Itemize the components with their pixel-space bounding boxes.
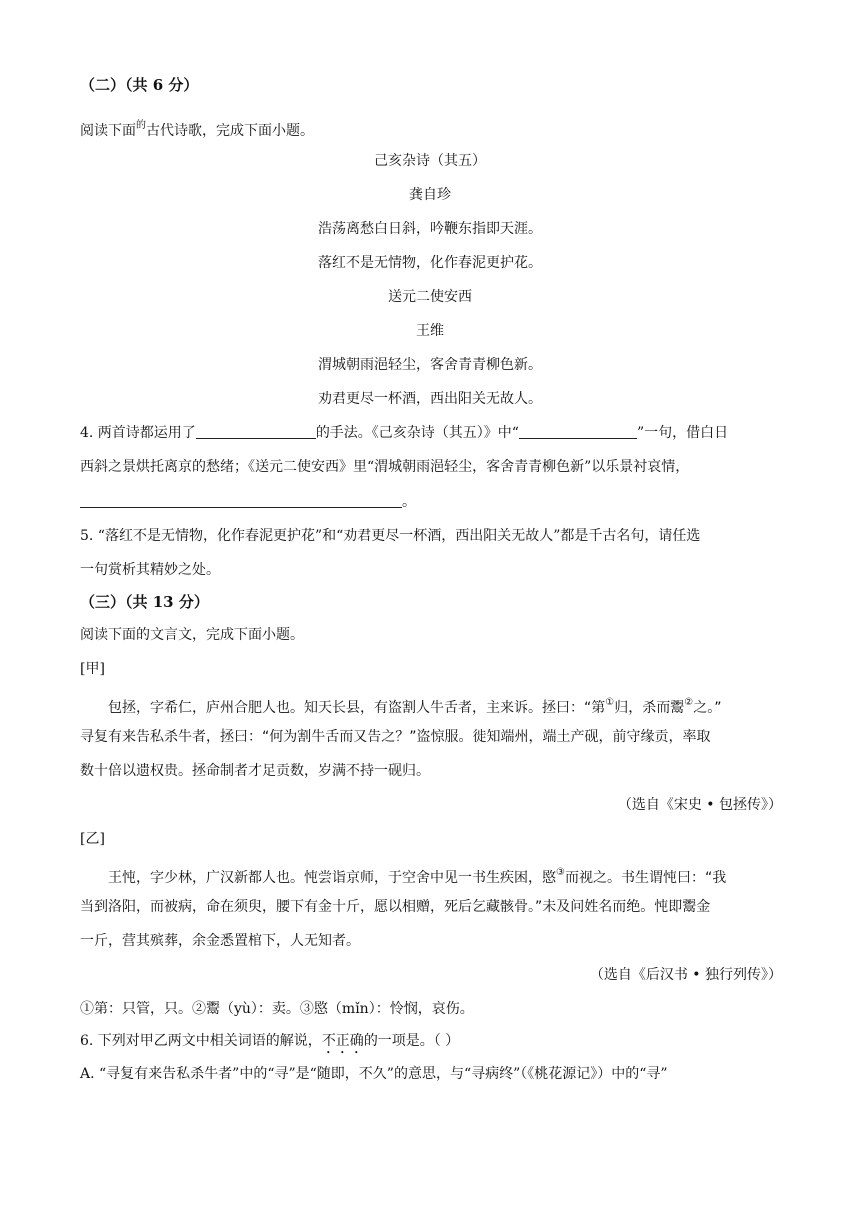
- q4-part2: 的手法。《己亥杂诗（其五）》中“: [315, 425, 519, 441]
- yi-l1b: 而视之。书生谓忳曰：“我: [564, 870, 727, 886]
- jia-l1c: 之。”: [693, 700, 722, 716]
- poem2-title: 送元二使安西: [388, 289, 472, 305]
- passage-jia-label: [甲]: [80, 661, 105, 677]
- section-3-intro: 阅读下面的文言文，完成下面小题。: [80, 627, 304, 643]
- section-3-heading: （三）（共 13 分）: [80, 593, 209, 611]
- poem1-line1: 浩荡离愁白日斜，吟鞭东指即天涯。: [318, 221, 542, 237]
- question-4-line2: 西斜之景烘托离京的愁绪；《送元二使安西》里“渭城朝雨浥轻尘，客舍青青柳色新”以乐景衬哀情，: [80, 459, 690, 475]
- question-5-line2: 一句赏析其精妙之处。: [80, 562, 220, 578]
- q4-part1: 4. 两首诗都运用了: [80, 425, 196, 441]
- q4-blank-3[interactable]: [80, 493, 402, 508]
- passage-jia-source: （选自《宋史 • 包拯传》）: [617, 797, 782, 813]
- passage-yi-line2: 当到洛阳，而被病，命在须臾，腰下有金十斤，愿以相赠，死后乞藏骸骨。”未及问姓名而绝。忳即鬻金: [80, 899, 711, 915]
- question-4-line1: [80, 423, 728, 443]
- poem2-author: 王维: [416, 323, 444, 339]
- section-2-heading: （二）（共 6 分）: [80, 76, 199, 94]
- note-marker-2: ②: [684, 697, 694, 708]
- passage-yi-line3: 一斤，营其殡葬，余金悉置棺下，人无知者。: [80, 933, 360, 949]
- q4-part3: ”一句，借白日: [636, 425, 729, 441]
- intro-text-a: 阅读下面: [80, 123, 136, 139]
- intro-text-b: 古代诗歌，完成下面小题。: [146, 123, 314, 139]
- note-marker-3: ③: [556, 867, 565, 878]
- poem1-title: 己亥杂诗（其五）: [374, 153, 486, 169]
- passage-yi-line1: [108, 863, 726, 888]
- poem2-line2: 劝君更尽一杯酒，西出阳关无故人。: [318, 391, 542, 407]
- poem2-line1: 渭城朝雨浥轻尘，客舍青青柳色新。: [318, 357, 542, 373]
- note-marker-1: ①: [605, 697, 615, 708]
- question-6: [80, 1031, 459, 1057]
- q4-end: 。: [402, 494, 416, 510]
- section-2-intro: [80, 116, 314, 141]
- intro-sup-text: 的: [136, 120, 146, 131]
- passage-jia-line2: 寻复有来告私杀牛者，拯曰：“何为割牛舌而又告之？”盗惊服。徙知端州，端土产砚，前守缘贡，率取: [80, 729, 711, 745]
- question-4-line3: [80, 492, 416, 512]
- poem1-author: 龚自珍: [409, 187, 451, 203]
- poem1-line2: 落红不是无情物，化作春泥更护花。: [318, 255, 542, 271]
- passage-yi-label: [乙]: [80, 831, 105, 847]
- q6-text-b: 的一项是。（ ）: [363, 1033, 460, 1049]
- passage-jia-line3: 数十倍以遗权贵。拯命制者才足贡数，岁满不持一砚归。: [80, 763, 430, 779]
- q6-text-a: 6. 下列对甲乙两文中相关词语的解说，: [80, 1033, 322, 1049]
- passage-yi-source: （选自《后汉书 • 独行列传》）: [589, 967, 782, 983]
- passage-jia-line1: [108, 693, 721, 718]
- q4-blank-2[interactable]: [519, 424, 637, 439]
- option-a[interactable]: A. “寻复有来告私杀牛者”中的“寻”是“随即，不久”的意思，与“寻病终”（《桃花源记》）中的“寻”: [80, 1066, 668, 1082]
- yi-l1a: 王忳，字少林，广汉新都人也。忳尝诣京师，于空舍中见一书生疾困，愍: [108, 870, 556, 886]
- q4-blank-1[interactable]: [196, 424, 316, 439]
- jia-l1b: 归，杀而鬻: [614, 700, 685, 716]
- footnotes: ①第：只管，只。②鬻（yù）：卖。③愍（mǐn）：怜悯，哀伤。: [80, 1001, 474, 1017]
- question-5-line1: 5. “落红不是无情物，化作春泥更护花”和“劝君更尽一杯酒，西出阳关无故人”都是千古名句，请任选: [80, 528, 701, 544]
- jia-l1a: 包拯，字希仁，庐州合肥人也。知天长县，有盗割人牛舌者，主来诉。拯曰：“第: [108, 700, 606, 716]
- q6-emphasis: 不正确: [321, 1033, 364, 1049]
